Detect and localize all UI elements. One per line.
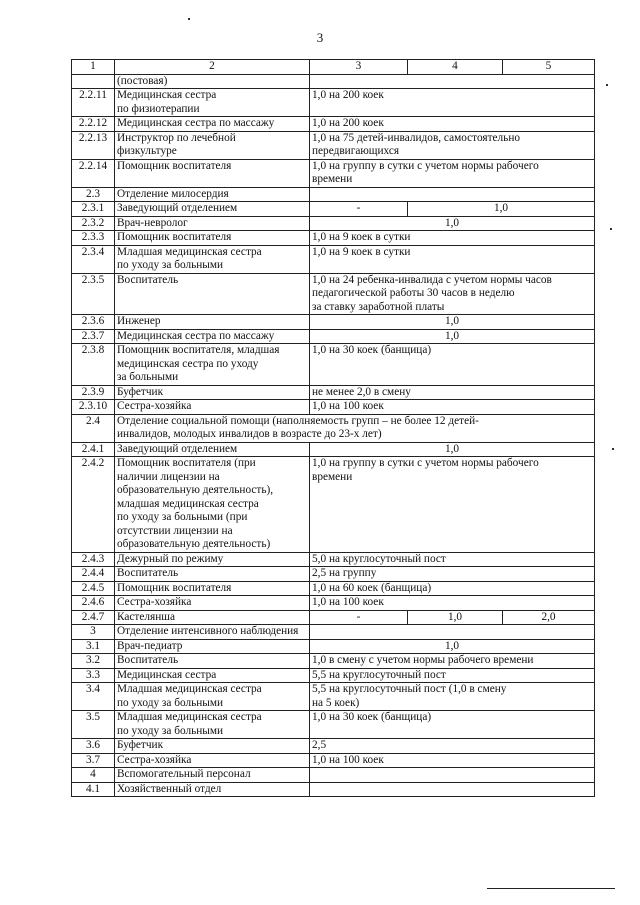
staffing-table bbox=[71, 59, 595, 797]
row-title: Буфетчик bbox=[115, 385, 310, 400]
table-row bbox=[72, 245, 595, 273]
table-row bbox=[72, 581, 595, 596]
row-number: 2.3.10 bbox=[72, 400, 115, 415]
row-title: Младшая медицинская сестра по уходу за больными bbox=[115, 245, 310, 273]
row-title: (постовая) bbox=[115, 74, 310, 89]
row-title: Помощник воспитателя bbox=[115, 581, 310, 596]
row-number: 2.3.6 bbox=[72, 315, 115, 330]
row-number: 3.5 bbox=[72, 711, 115, 739]
table-row bbox=[72, 654, 595, 669]
row-title: Воспитатель bbox=[115, 654, 310, 669]
scan-speck bbox=[612, 448, 614, 450]
table-row bbox=[72, 273, 595, 315]
table-row bbox=[72, 668, 595, 683]
row-value: 1,0 на группу в сутки с учетом нормы рабочего времени bbox=[310, 457, 595, 553]
row-value: 2,5 на группу bbox=[310, 567, 595, 582]
table-row bbox=[72, 414, 595, 442]
row-title: Медицинская сестра bbox=[115, 668, 310, 683]
header-cell: 1 bbox=[72, 60, 115, 75]
row-value: 1,0 на 200 коек bbox=[310, 89, 595, 117]
row-number: 3.7 bbox=[72, 753, 115, 768]
row-value: 1,0 на 30 коек (банщица) bbox=[310, 344, 595, 386]
row-title: Младшая медицинская сестра по уходу за больными bbox=[115, 683, 310, 711]
row-number: 2.3.7 bbox=[72, 329, 115, 344]
table-row bbox=[72, 329, 595, 344]
row-title: Отделение социальной помощи (наполняемость групп – не более 12 детей- инвалидов, молодых инвалидов в возрасте до 23-х лет) bbox=[115, 414, 595, 442]
row-value-col5: 2,0 bbox=[503, 610, 595, 625]
table-row bbox=[72, 625, 595, 640]
table-row bbox=[72, 753, 595, 768]
row-number: 2.3 bbox=[72, 187, 115, 202]
row-title: Врач-педиатр bbox=[115, 639, 310, 654]
row-value bbox=[310, 187, 595, 202]
header-cell: 4 bbox=[408, 60, 503, 75]
table-row bbox=[72, 187, 595, 202]
table-row bbox=[72, 131, 595, 159]
row-title: Дежурный по режиму bbox=[115, 552, 310, 567]
row-number: 2.3.1 bbox=[72, 202, 115, 217]
row-value: 5,5 на круглосуточный пост bbox=[310, 668, 595, 683]
row-value bbox=[310, 782, 595, 797]
row-number: 4 bbox=[72, 768, 115, 783]
row-title: Медицинская сестра по массажу bbox=[115, 329, 310, 344]
bottom-rule bbox=[487, 888, 615, 889]
row-title: Медицинская сестра по массажу bbox=[115, 117, 310, 132]
header-cell: 2 bbox=[115, 60, 310, 75]
row-value-col3: - bbox=[310, 202, 408, 217]
row-title: Сестра-хозяйка bbox=[115, 596, 310, 611]
row-title: Помощник воспитателя, младшая медицинская сестра по уходу за больными bbox=[115, 344, 310, 386]
table-row bbox=[72, 711, 595, 739]
row-value: не менее 2,0 в смену bbox=[310, 385, 595, 400]
table-row bbox=[72, 639, 595, 654]
row-number: 2.2.13 bbox=[72, 131, 115, 159]
row-number: 2.3.8 bbox=[72, 344, 115, 386]
row-value: 1,0 на 100 коек bbox=[310, 753, 595, 768]
row-value: 1,0 на 200 коек bbox=[310, 117, 595, 132]
row-number: 2.3.4 bbox=[72, 245, 115, 273]
row-title: Инструктор по лечебной физкультуре bbox=[115, 131, 310, 159]
row-number: 4.1 bbox=[72, 782, 115, 797]
row-value: 5,0 на круглосуточный пост bbox=[310, 552, 595, 567]
table-row bbox=[72, 610, 595, 625]
table-row bbox=[72, 216, 595, 231]
row-title: Инженер bbox=[115, 315, 310, 330]
row-number: 2.4.6 bbox=[72, 596, 115, 611]
row-value: 1,0 на 100 коек bbox=[310, 596, 595, 611]
table-row bbox=[72, 74, 595, 89]
row-value: 1,0 на 30 коек (банщица) bbox=[310, 711, 595, 739]
row-title: Буфетчик bbox=[115, 739, 310, 754]
row-title: Воспитатель bbox=[115, 273, 310, 315]
row-number: 2.4.1 bbox=[72, 442, 115, 457]
page-number: 3 bbox=[316, 30, 324, 45]
row-title: Сестра-хозяйка bbox=[115, 400, 310, 415]
table-row bbox=[72, 457, 595, 553]
row-number: 2.4.4 bbox=[72, 567, 115, 582]
row-title: Помощник воспитателя (при наличии лицензии на образовательную деятельность), младшая медицинская сестра по уходу за больными (при отсутствии лицензии на образовательную деятельность) bbox=[115, 457, 310, 553]
row-value bbox=[310, 768, 595, 783]
header-cell: 3 bbox=[310, 60, 408, 75]
scan-speck bbox=[606, 84, 608, 86]
table-header-row bbox=[72, 60, 595, 75]
table-row bbox=[72, 385, 595, 400]
row-value: 1,0 на 100 коек bbox=[310, 400, 595, 415]
row-value-col3: - bbox=[310, 610, 408, 625]
row-number bbox=[72, 74, 115, 89]
table-row bbox=[72, 739, 595, 754]
row-number: 3.1 bbox=[72, 639, 115, 654]
scan-speck bbox=[188, 18, 190, 20]
row-title: Сестра-хозяйка bbox=[115, 753, 310, 768]
row-title: Младшая медицинская сестра по уходу за больными bbox=[115, 711, 310, 739]
scan-speck bbox=[610, 228, 612, 230]
table-row bbox=[72, 567, 595, 582]
row-number: 2.3.5 bbox=[72, 273, 115, 315]
table-row bbox=[72, 683, 595, 711]
table-row bbox=[72, 344, 595, 386]
row-value: 1,0 в смену с учетом нормы рабочего времени bbox=[310, 654, 595, 669]
table-row bbox=[72, 400, 595, 415]
table-row bbox=[72, 117, 595, 132]
row-value: 2,5 bbox=[310, 739, 595, 754]
row-number: 2.2.11 bbox=[72, 89, 115, 117]
row-number: 2.3.2 bbox=[72, 216, 115, 231]
row-title: Отделение милосердия bbox=[115, 187, 310, 202]
row-value bbox=[310, 74, 595, 89]
table-row bbox=[72, 315, 595, 330]
row-title: Врач-невролог bbox=[115, 216, 310, 231]
row-value: 1,0 bbox=[310, 216, 595, 231]
row-value-col45: 1,0 bbox=[408, 202, 595, 217]
row-value: 1,0 на группу в сутки с учетом нормы рабочего времени bbox=[310, 159, 595, 187]
row-value bbox=[310, 625, 595, 640]
row-value: 1,0 bbox=[310, 639, 595, 654]
row-number: 3.2 bbox=[72, 654, 115, 669]
row-title: Воспитатель bbox=[115, 567, 310, 582]
table-row bbox=[72, 89, 595, 117]
table-row bbox=[72, 596, 595, 611]
row-number: 3.4 bbox=[72, 683, 115, 711]
table-row bbox=[72, 202, 595, 217]
row-value: 1,0 на 60 коек (банщица) bbox=[310, 581, 595, 596]
row-title: Вспомогательный персонал bbox=[115, 768, 310, 783]
row-title: Помощник воспитателя bbox=[115, 231, 310, 246]
header-cell: 5 bbox=[503, 60, 595, 75]
row-number: 2.4.7 bbox=[72, 610, 115, 625]
row-title: Хозяйственный отдел bbox=[115, 782, 310, 797]
row-value: 1,0 bbox=[310, 329, 595, 344]
row-number: 2.4.2 bbox=[72, 457, 115, 553]
table-row bbox=[72, 552, 595, 567]
row-title: Помощник воспитателя bbox=[115, 159, 310, 187]
table-row bbox=[72, 159, 595, 187]
row-value: 1,0 на 75 детей-инвалидов, самостоятельно передвигающихся bbox=[310, 131, 595, 159]
row-number: 2.3.3 bbox=[72, 231, 115, 246]
row-title: Отделение интенсивного наблюдения bbox=[115, 625, 310, 640]
table-row bbox=[72, 782, 595, 797]
row-number: 3 bbox=[72, 625, 115, 640]
row-value: 1,0 на 24 ребенка-инвалида с учетом нормы часов педагогической работы 30 часов в неделю за ставку заработной платы bbox=[310, 273, 595, 315]
row-value: 1,0 на 9 коек в сутки bbox=[310, 231, 595, 246]
row-number: 2.4.5 bbox=[72, 581, 115, 596]
row-number: 2.4.3 bbox=[72, 552, 115, 567]
row-title: Кастелянша bbox=[115, 610, 310, 625]
row-value: 1,0 bbox=[310, 315, 595, 330]
row-title: Заведующий отделением bbox=[115, 442, 310, 457]
table-row bbox=[72, 442, 595, 457]
row-number: 2.4 bbox=[72, 414, 115, 442]
row-value: 1,0 на 9 коек в сутки bbox=[310, 245, 595, 273]
row-number: 3.6 bbox=[72, 739, 115, 754]
row-value-col4: 1,0 bbox=[408, 610, 503, 625]
row-value: 1,0 bbox=[310, 442, 595, 457]
row-number: 2.2.14 bbox=[72, 159, 115, 187]
row-number: 2.2.12 bbox=[72, 117, 115, 132]
row-number: 3.3 bbox=[72, 668, 115, 683]
table-row bbox=[72, 768, 595, 783]
row-number: 2.3.9 bbox=[72, 385, 115, 400]
row-value: 5,5 на круглосуточный пост (1,0 в смену на 5 коек) bbox=[310, 683, 595, 711]
table-row bbox=[72, 231, 595, 246]
row-title: Заведующий отделением bbox=[115, 202, 310, 217]
row-title: Медицинская сестра по физиотерапии bbox=[115, 89, 310, 117]
